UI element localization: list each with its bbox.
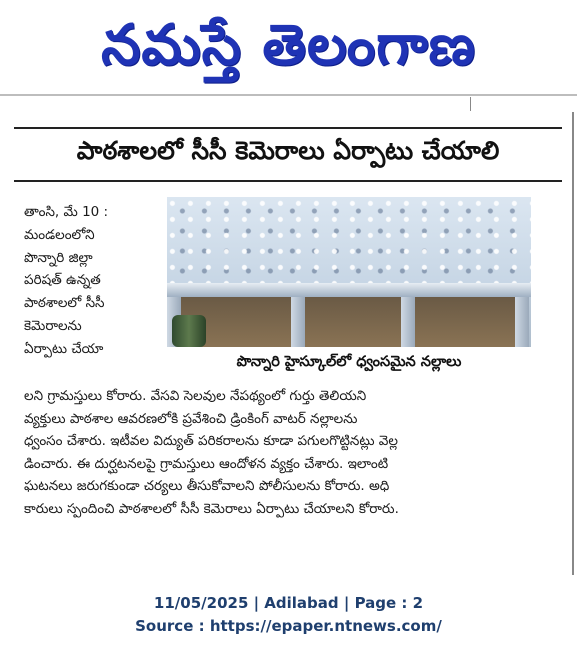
headline-rule-bottom (14, 180, 562, 182)
pipe-stand (515, 297, 529, 347)
intro-line: కెమెరాలను (24, 317, 82, 334)
article-body (24, 385, 536, 520)
body-line: డించారు. ఈ దుర్ఘటనలపై గ్రామస్తులు ఆందోళన వ్యక్తం చేశారు. ఇలాంటి (24, 455, 389, 472)
body-line: వ్యక్తులు పాఠశాల ఆవరణలోకి ప్రవేశించి డ్రింకింగ్ వాటర్ నల్లాలను (24, 410, 358, 427)
body-line: లని గ్రామస్తులు కోరారు. వేసవి సెలవుల నేపథ్యంలో గుర్తు తెలియని (24, 388, 367, 404)
clipped-header-strip (0, 97, 577, 111)
intro-line: తాంసి, మే 10 : (24, 204, 109, 220)
water-pipe (167, 283, 531, 297)
intro-line: పరిషత్ ఉన్నత (24, 272, 101, 289)
intro-line: పాఠశాలలో సీసీ (24, 295, 105, 312)
photo-caption: పొన్నారి హైస్కూల్‌లో ధ్వంసమైన నల్లాలు (236, 354, 462, 370)
footer-date-line: 11/05/2025 | Adilabad | Page : 2 (153, 594, 424, 612)
masthead-logo: నమస్తే తెలంగాణ (101, 13, 476, 78)
wall-tiles (167, 197, 531, 283)
masthead (0, 0, 577, 92)
intro-line: పొన్నారి జిల్లా (24, 249, 93, 266)
pipe-stand (401, 297, 415, 347)
body-line: ఘటనలు జరుగకుండా చర్యలు తీసుకోవాలని పోలీసులను కోరారు. అధి (24, 478, 390, 494)
body-line: కారులు స్పందించి పాఠశాలలో సీసీ కెమెరాలు ఏర్పాటు చేయాలని కోరారు. (24, 500, 399, 517)
body-line: ధ్వంసం చేశారు. ఇటీవల విద్యుత్ పరికరాలను కూడా పగులగొట్టినట్లు వెల్ల (24, 433, 398, 449)
intro-column (24, 201, 150, 361)
headline-rule-top (14, 127, 562, 129)
intro-line: మండలంలోని (24, 226, 95, 243)
masthead-divider (0, 94, 577, 96)
footer-source-line: Source : https://epaper.ntnews.com/ (135, 617, 442, 635)
intro-line: ఏర్పాటు చేయా (24, 340, 104, 357)
article-headline: పాఠశాలలో సీసీ కెమెరాలు ఏర్పాటు చేయాలి (76, 136, 500, 165)
photo-background-panel (415, 297, 515, 347)
column-divider (470, 97, 471, 111)
pipe-stand (291, 297, 305, 347)
photo-background-panel (305, 297, 401, 347)
green-drum (172, 315, 206, 347)
article-photo (167, 197, 531, 347)
